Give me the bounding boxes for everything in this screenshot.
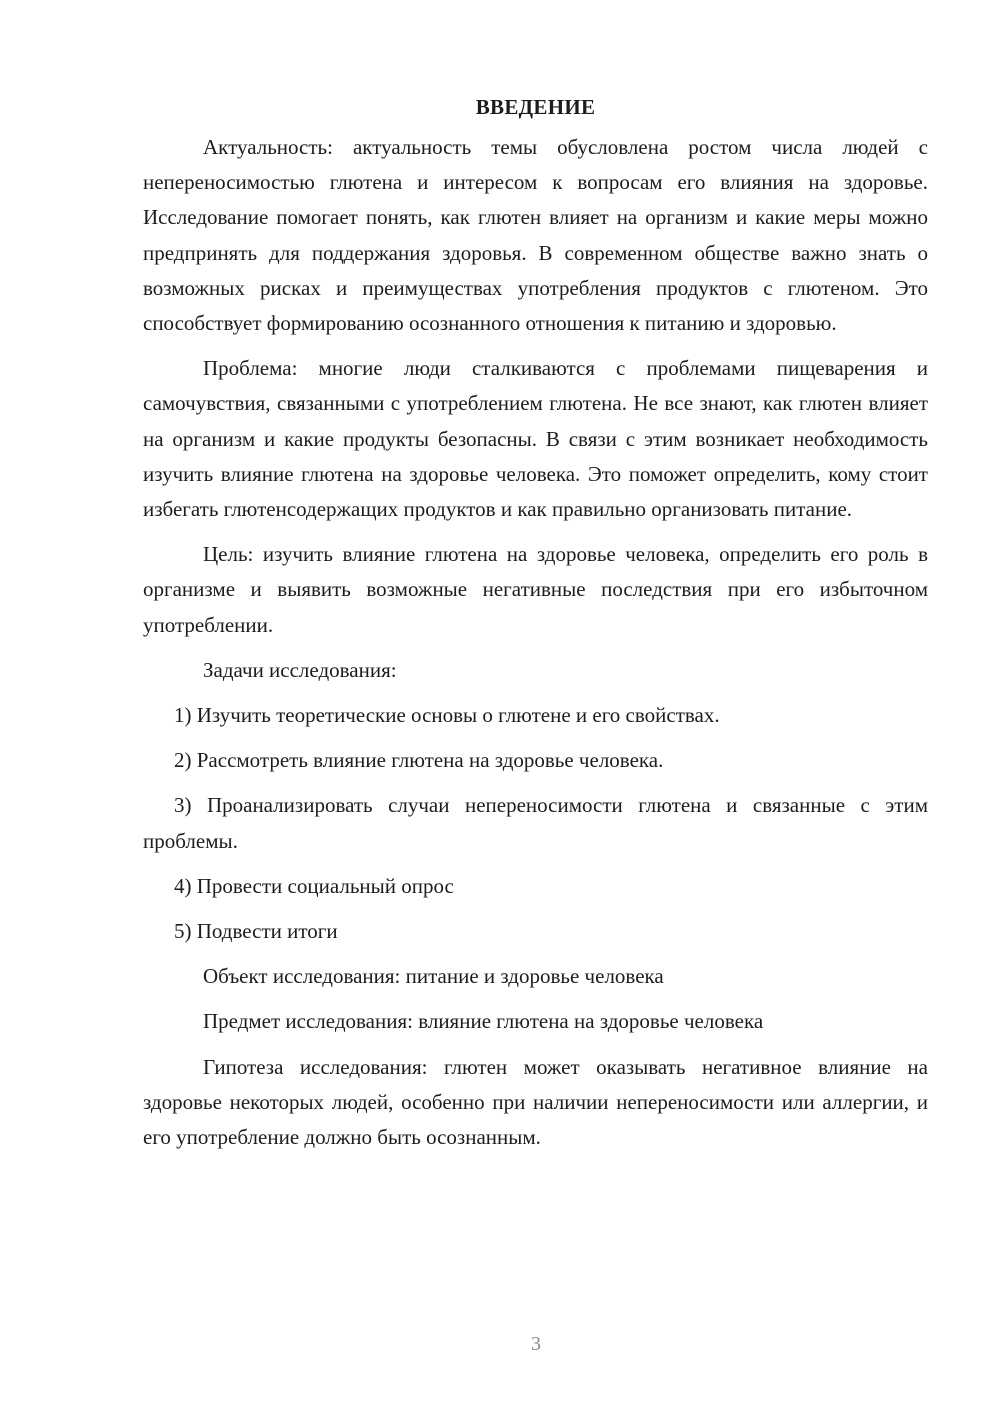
task-item-5: 5) Подвести итоги: [174, 919, 338, 944]
task-item-1: 1) Изучить теоретические основы о глютене и его свойствах.: [174, 703, 720, 728]
task-item-4: 4) Провести социальный опрос: [174, 873, 454, 898]
research-object-paragraph: Объект исследования: питание и здоровье человека: [203, 964, 664, 989]
problem-paragraph: Проблема: многие люди сталкиваются с проблемами пищеварения и самочувствия, связанными с употреблением глютена. Не все знают, как глютен влияет на организм и какие продукты безопасны. В связи с этим возникает необходимость изучить влияние глютена на здоровье человека. Это поможет определить, кому стоит избегать глютенсодержащих продуктов и как правильно организовать питание.: [143, 356, 928, 522]
goal-paragraph: Цель: изучить влияние глютена на здоровье человека, определить его роль в организме и выявить возможные негативные последствия при его избыточном употреблении.: [143, 542, 928, 637]
document-page: [143, 90, 928, 1165]
page-number: 3: [531, 1333, 541, 1355]
relevance-paragraph: Актуальность: актуальность темы обусловлена ростом числа людей с непереносимостью глютена и интересом к вопросам его влияния на здоровье. Исследование помогает понять, как глютен влияет на организм и какие меры можно предпринять для поддержания здоровья. В современном обществе важно знать о возможных рисках и преимуществах употребления продуктов с глютеном. Это способствует формированию осознанного отношения к питанию и здоровью.: [143, 135, 928, 336]
tasks-heading: Задачи исследования:: [203, 657, 397, 682]
section-title: ВВЕДЕНИЕ: [475, 95, 596, 119]
research-subject-paragraph: Предмет исследования: влияние глютена на здоровье человека: [203, 1009, 764, 1034]
task-item-3: 3) Проанализировать случаи непереносимости глютена и связанные с этим проблемы.: [143, 793, 928, 853]
task-item-2: 2) Рассмотреть влияние глютена на здоровье человека.: [174, 748, 664, 773]
hypothesis-paragraph: Гипотеза исследования: глютен может оказывать негативное влияние на здоровье некоторых людей, особенно при наличии непереносимости или аллергии, и его употребление должно быть осознанным.: [143, 1054, 928, 1150]
